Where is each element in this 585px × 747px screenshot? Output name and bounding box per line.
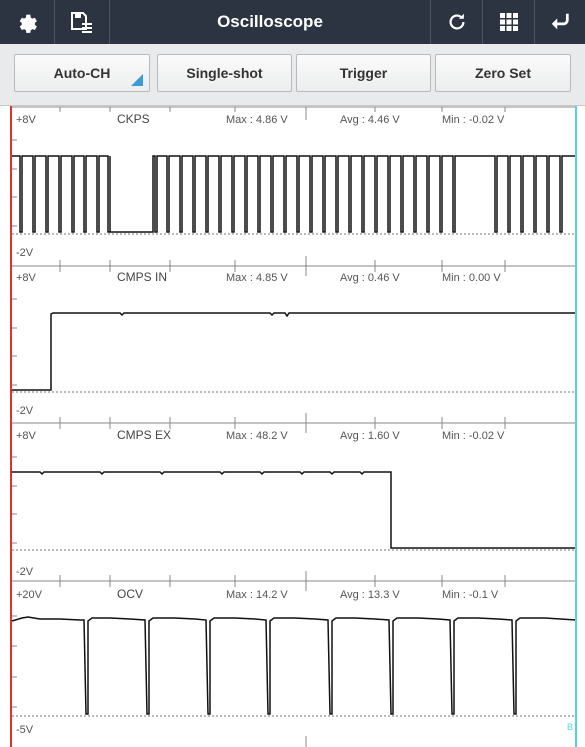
ch1-bottom-label: -2V (16, 247, 34, 259)
gear-icon (16, 11, 38, 33)
single-shot-button[interactable] (157, 54, 292, 92)
ch2-name: CMPS IN (117, 270, 168, 284)
back-button[interactable] (534, 0, 585, 44)
page-title: Oscilloscope (217, 12, 323, 31)
trigger-label: Trigger (339, 65, 388, 81)
ch2-top-label: +8V (16, 272, 36, 284)
ch2-min: Min : 0.00 V (442, 272, 501, 284)
ch1-min: Min : -0.02 V (442, 114, 505, 126)
settings-button[interactable] (0, 0, 55, 44)
grid-button[interactable] (482, 0, 534, 44)
scope-area[interactable] (0, 106, 585, 747)
ch3-min: Min : -0.02 V (442, 430, 505, 442)
trigger-button[interactable] (296, 54, 431, 92)
zero-set-button[interactable] (435, 54, 571, 92)
toolbar (0, 44, 585, 106)
auto-ch-button[interactable] (14, 54, 150, 92)
ch2-bottom-label: -2V (16, 405, 34, 417)
single-shot-label: Single-shot (186, 65, 263, 81)
ch4-name: OCV (117, 587, 144, 601)
save-list-icon (70, 11, 94, 33)
refresh-button[interactable] (430, 0, 482, 44)
ch1-name: CKPS (117, 112, 150, 126)
grid-icon (499, 12, 519, 32)
ch3-max: Max : 48.2 V (226, 430, 288, 442)
ch2-avg: Avg : 0.46 V (340, 272, 400, 284)
ch4-max: Max : 14.2 V (226, 589, 288, 601)
dropdown-corner-icon (131, 74, 143, 86)
back-arrow-icon (549, 11, 571, 33)
ch1-top-label: +8V (16, 114, 36, 126)
ch3-name: CMPS EX (117, 428, 172, 442)
ch4-avg: Avg : 13.3 V (340, 589, 400, 601)
ch3-bottom-label: -2V (16, 566, 34, 578)
ch1-max: Max : 4.86 V (226, 114, 288, 126)
ch4-min: Min : -0.1 V (442, 589, 499, 601)
title-bar (0, 0, 585, 44)
zero-set-label: Zero Set (474, 65, 531, 81)
refresh-icon (446, 11, 468, 33)
ch4-bottom-label: -5V (16, 724, 34, 736)
cursor-b-marker: B (567, 722, 574, 732)
ch3-avg: Avg : 1.60 V (340, 430, 400, 442)
ch1-avg: Avg : 4.46 V (340, 114, 400, 126)
ch3-top-label: +8V (16, 430, 36, 442)
ch4-top-label: +20V (16, 589, 42, 601)
save-button[interactable] (55, 0, 110, 44)
ch2-max: Max : 4.85 V (226, 272, 288, 284)
auto-ch-label: Auto-CH (53, 65, 111, 81)
